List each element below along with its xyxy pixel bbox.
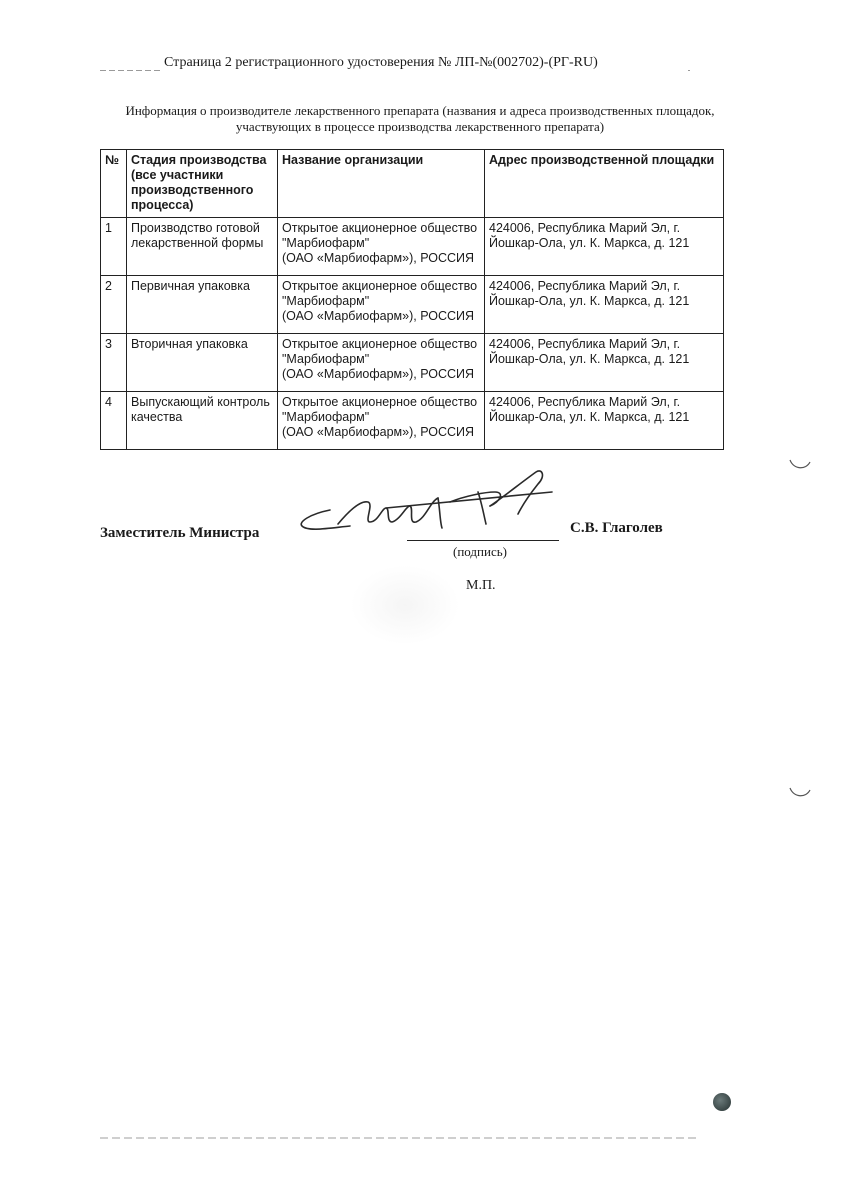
org-name-line: "Марбиофарм" xyxy=(282,236,370,250)
org-name-line: (ОАО «Марбиофарм»), РОССИЯ xyxy=(282,309,475,323)
page-header: Страница 2 регистрационного удостоверения № ЛП-№(002702)-(РГ-RU) xyxy=(160,55,688,71)
cell-address xyxy=(485,276,724,334)
faint-stamp-mark xyxy=(350,565,460,645)
col-header-organization: Название организации xyxy=(278,150,485,218)
signature-line xyxy=(407,540,559,541)
org-name-line: Открытое акционерное общество xyxy=(282,337,478,351)
address-line: 424006, Республика Марий Эл, г. xyxy=(489,279,681,293)
intro-line-2: участвующих в процессе производства лекарственного препарата) xyxy=(235,119,605,134)
col-header-number: № xyxy=(101,150,127,218)
footer-rule xyxy=(100,1137,700,1139)
org-name-line: (ОАО «Марбиофарм»), РОССИЯ xyxy=(282,367,475,381)
cell-organization xyxy=(278,392,485,450)
cell-address xyxy=(485,392,724,450)
cell-number: 4 xyxy=(101,392,127,450)
handwritten-signature xyxy=(290,462,570,542)
signatory-name: С.В. Глаголев xyxy=(570,520,663,536)
table-row xyxy=(101,276,724,334)
org-name-line: (ОАО «Марбиофарм»), РОССИЯ xyxy=(282,251,475,265)
org-name-line: "Марбиофарм" xyxy=(282,410,370,424)
org-name-line: Открытое акционерное общество xyxy=(282,279,478,293)
cell-address xyxy=(485,334,724,392)
table-header-row xyxy=(101,150,724,218)
cell-number: 1 xyxy=(101,218,127,276)
cell-stage: Выпускающий контроль качества xyxy=(127,392,278,450)
col-header-address: Адрес производственной площадки xyxy=(485,150,724,218)
address-line: 424006, Республика Марий Эл, г. xyxy=(489,221,681,235)
address-line: Йошкар-Ола, ул. К. Маркса, д. 121 xyxy=(489,352,690,366)
org-name-line: "Марбиофарм" xyxy=(282,294,370,308)
org-name-line: Открытое акционерное общество xyxy=(282,221,478,235)
address-line: Йошкар-Ола, ул. К. Маркса, д. 121 xyxy=(489,410,690,424)
signatory-role: Заместитель Министра xyxy=(100,525,260,541)
address-line: 424006, Республика Марий Эл, г. xyxy=(489,395,681,409)
cell-organization xyxy=(278,218,485,276)
cell-stage: Производство готовой лекарственной формы xyxy=(127,218,278,276)
address-line: Йошкар-Ола, ул. К. Маркса, д. 121 xyxy=(489,294,690,308)
address-line: 424006, Республика Марий Эл, г. xyxy=(489,337,681,351)
stamp-label: М.П. xyxy=(466,578,496,593)
cell-number: 2 xyxy=(101,276,127,334)
cell-address xyxy=(485,218,724,276)
punch-hole-mark xyxy=(788,456,812,472)
org-name-line: "Марбиофарм" xyxy=(282,352,370,366)
cell-organization xyxy=(278,334,485,392)
intro-text xyxy=(100,103,740,135)
cell-number: 3 xyxy=(101,334,127,392)
address-line: Йошкар-Ола, ул. К. Маркса, д. 121 xyxy=(489,236,690,250)
ink-dot-mark xyxy=(713,1093,731,1111)
table-row xyxy=(101,218,724,276)
manufacturer-table xyxy=(100,149,724,450)
col-header-stage: Стадия производства (все участники производственного процесса) xyxy=(127,150,278,218)
org-name-line: Открытое акционерное общество xyxy=(282,395,478,409)
cell-organization xyxy=(278,276,485,334)
table-row xyxy=(101,334,724,392)
org-name-line: (ОАО «Марбиофарм»), РОССИЯ xyxy=(282,425,475,439)
intro-line-1: Информация о производителе лекарственного препарата (названия и адреса производственных площадок, xyxy=(125,103,715,118)
signature-caption: (подпись) xyxy=(453,544,507,559)
cell-stage: Первичная упаковка xyxy=(127,276,278,334)
table-row xyxy=(101,392,724,450)
cell-stage: Вторичная упаковка xyxy=(127,334,278,392)
punch-hole-mark xyxy=(788,784,812,800)
